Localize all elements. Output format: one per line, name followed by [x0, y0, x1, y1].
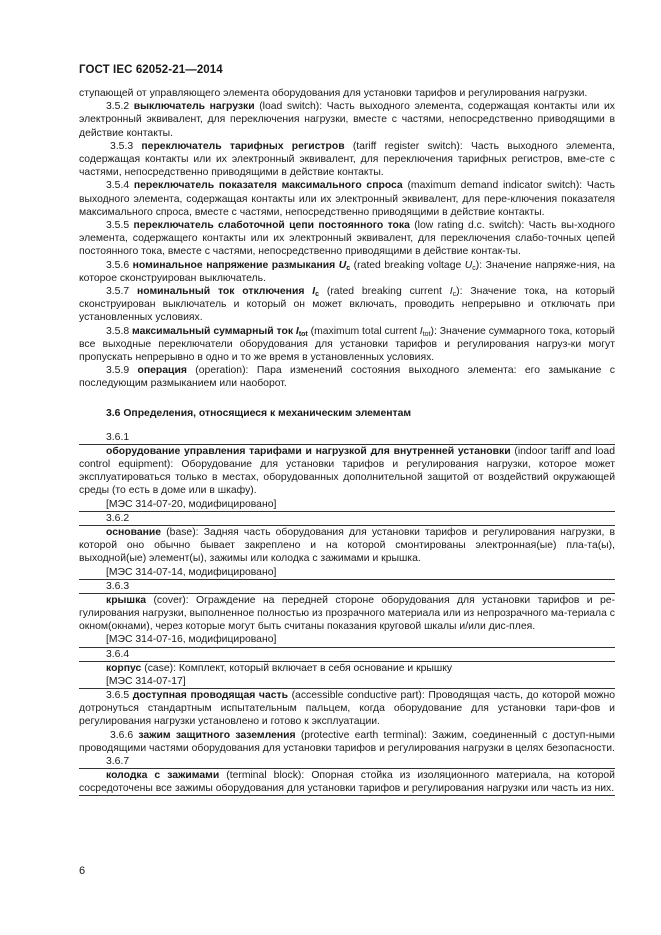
paragraph-3-5-4: 3.5.4 переключатель показателя максимального спроса (maximum demand indicator switch): Часть выходного элемента, содержащая контакты или их электронный эквивалент, для пере-ключения показателя максимального спроса, вместе с частями, непосредственно приводящими в действие контакты. — [79, 180, 615, 218]
term-max-demand-switch: переключатель показателя максимального спроса — [133, 180, 403, 192]
definition-number-3-6-1: 3.6.1 — [106, 431, 130, 443]
definition-3-6-4: корпус (case): Комплект, который включает в себя основание и крышку — [106, 662, 453, 674]
paragraph-3-6-6: 3.6.6 зажим защитного заземления (protective earth terminal): Зажим, соединенный с доступ-ными проводящими частями оборудования для установки тарифов и регулирования нагрузки в целях безопасности. — [79, 729, 615, 754]
term-protective-earth-terminal: зажим защитного заземления — [138, 729, 296, 741]
definition-number-3-6-4: 3.6.4 — [106, 648, 130, 660]
paragraph-3-5-2: 3.5.2 выключатель нагрузки (load switch): Часть выходного элемента, содержащая контакты или их электронный эквивалент, для переключения нагрузки, вместе с частями, непосредственно приводящими в действие контакты. — [79, 101, 615, 139]
definition-number-3-6-2: 3.6.2 — [106, 512, 130, 524]
section-3-6-heading: 3.6 Определения, относящиеся к механическим элементам — [106, 407, 412, 419]
paragraph-3-5-6: 3.5.6 номинальное напряжение размыкания $U_c$ (rated breaking voltage $U_c$): Значение напряже-ния, на которое сконструирован выключатель. — [79, 259, 615, 284]
definition-box-3-6-3 — [79, 593, 615, 648]
document-header: ГОСТ IEC 62052-21—2014 — [79, 64, 223, 76]
paragraph-3-5-8: 3.5.8 максимальный суммарный ток $I_{tot}$ (maximum total current $I_{tot}$): Значение суммарного тока, который все выходные переключатели оборудования для установки тарифов и регулирования нагруз-ки могут пропускать непрерывно в одно и то же время в установленных условиях. — [79, 325, 615, 364]
definition-number-3-6-7: 3.6.7 — [106, 755, 130, 767]
term-cover: крышка — [106, 594, 147, 606]
term-low-rating-dc-switch: переключатель слаботочной цепи постоянного тока — [133, 220, 410, 232]
term-indoor-equipment: оборудование управления тарифами и нагрузкой для внутренней установки — [106, 445, 511, 457]
definition-reference: [МЭС 314-07-17] — [106, 675, 186, 687]
paragraph-3-5-7: 3.5.7 номинальный ток отключения $I_c$ (rated breaking current $I_c$): Значение тока, на который сконструирован выключатель и который он может включать, проводить непрерывно и отключать при установленных условиях. — [79, 286, 615, 324]
definition-reference: [МЭС 314-07-16, модифицировано] — [106, 634, 277, 646]
document-body — [79, 87, 615, 796]
paragraph-3-5-9: 3.5.9 операция (operation): Пара изменений состояния выходного элемента: его замыкание с последующим размыканием или наоборот. — [79, 365, 616, 390]
definition-number-3-6-3: 3.6.3 — [106, 580, 130, 592]
paragraph-3-5-3: 3.5.3 переключатель тарифных регистров (tariff register switch): Часть выходного элемента, содержащая контакты или их электронный эквивалент, для переключения тарифных регистров, вме-сте с частями, непосредственно приводящими в действие контакты. — [79, 140, 615, 179]
term-operation: операция — [137, 365, 187, 377]
term-accessible-conductive-part: доступная проводящая часть — [132, 689, 288, 701]
definition-3-6-2: основание (base): Задняя часть оборудования для установки тарифов и регулирования нагрузки, в которой оно обычно бывает закреплено и на которой смонтированы электронная(ые) пла-та(ы), выходной(ые) элемент(ы), зажимы или колодка с зажимами и крышка. — [79, 526, 615, 565]
term-rated-breaking-voltage: номинальное напряжение размыкания — [132, 259, 336, 271]
definition-reference: [МЭС 314-07-14, модифицировано] — [106, 566, 277, 578]
paragraph-3-5-5: 3.5.5 переключатель слаботочной цепи постоянного тока (low rating d.c. switch): Часть вы-ходного элемента, содержащего контакты или их электронный эквивалент, для переключения слабо-точных цепей постоянного тока, вместе с частями, непосредственно приводящими в действие контак-ты. — [79, 220, 615, 258]
definition-3-6-1: оборудование управления тарифами и нагрузкой для внутренней установки (indoor tariff and load control equipment): Оборудование для установки тарифов и регулирования нагрузки, которое может эксплуатироваться только в местах, оборудованных дополнительной защитой от воздействий окружающей среды (то есть в доме или в шкафу). — [79, 445, 615, 497]
definition-3-6-3: крышка (cover): Ограждение на передней стороне оборудования для установки тарифов и ре-гулирования нагрузки, выполненное полностью из прозрачного материала или из непрозрачного ма-териала с окном(окнами), через которые могут быть считаны показания круговой шкалы и/или дис-плея. — [79, 594, 615, 633]
paragraph-intro: ступающей от управляющего элемента оборудования для установки тарифов и регулирования нагрузки. — [79, 88, 588, 99]
term-terminal-block: колодка с зажимами — [106, 769, 220, 781]
definition-box-3-6-4 — [79, 661, 615, 689]
term-tariff-register-switch: переключатель тарифных регистров — [141, 140, 345, 152]
term-load-switch: выключатель нагрузки — [133, 101, 255, 113]
term-case: корпус — [106, 662, 142, 674]
term-rated-breaking-current: номинальный ток отключения — [136, 286, 305, 298]
term-max-total-current: максимальный суммарный ток — [132, 325, 294, 337]
paragraph-3-6-5: 3.6.5 доступная проводящая часть (accessible conductive part): Проводящая часть, до которой можно дотронуться стандартным испытательным пальцем, когда оборудование для установки тари-фов и регулирования нагрузки установлено и готово к эксплуатации. — [79, 689, 615, 728]
definition-box-3-6-1 — [79, 444, 615, 512]
term-base: основание — [106, 526, 162, 538]
definition-3-6-7: колодка с зажимами (terminal block): Опорная стойка из изоляционного материала, на которой сосредоточены все зажимы оборудования для установки тарифов и регулирования нагрузки или часть из них. — [79, 769, 615, 795]
definition-box-3-6-7 — [79, 768, 615, 796]
definition-reference: [МЭС 314-07-20, модифицировано] — [106, 498, 277, 510]
definition-box-3-6-2 — [79, 525, 615, 580]
page-number: 6 — [79, 865, 86, 877]
